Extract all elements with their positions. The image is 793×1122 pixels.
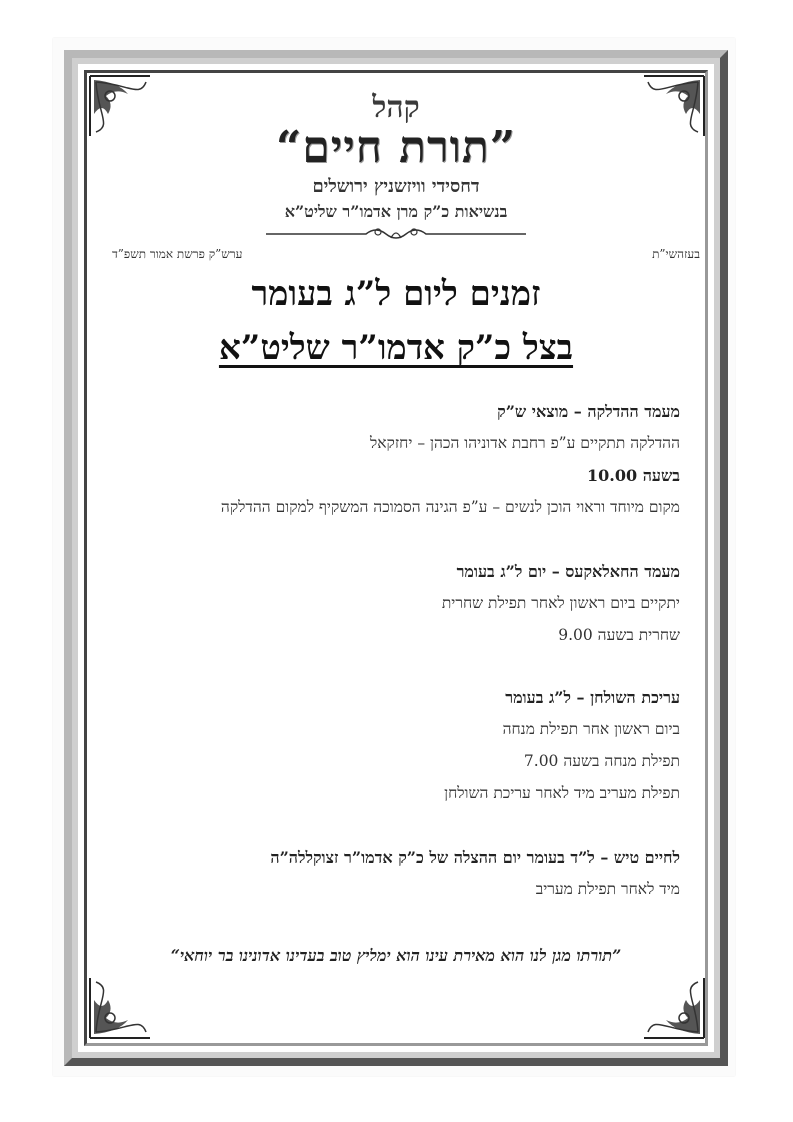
- flourish-divider-icon: [266, 224, 526, 244]
- main-subtitle-text: בצל כ”ק אדמו”ר שליט”א: [218, 328, 574, 368]
- leadership-subtitle: בנשיאות כ”ק מרן אדמו”ר שליט”א: [284, 202, 508, 221]
- section-line: בשעה 10.00: [587, 466, 680, 485]
- section-line: תפילת מנחה בשעה 7.00: [523, 752, 680, 770]
- section-heading: עריכת השולחן – ל”ג בעומר: [505, 688, 680, 707]
- closing-quote: ”תורתו מגן לנו הוא מאירת עינו הוא ימליץ טוב בעדינו אדונינו בר יוחאי“: [170, 946, 622, 965]
- date-label: ערש”ק פרשת אמור תשפ”ד: [112, 247, 243, 261]
- section-line: תפילת מעריב מיד לאחר עריכת השולחן: [444, 784, 680, 802]
- document-content: [100, 76, 700, 1036]
- section-line: שחרית בשעה 9.00: [558, 626, 680, 644]
- section-line: ביום ראשון אחר תפילת מנחה: [502, 720, 680, 738]
- section-heading: מעמד ההדלקה – מוצאי ש”ק: [497, 402, 680, 421]
- section-heading: מעמד החאלאקעס – יום ל”ג בעומר: [456, 562, 680, 581]
- kahal-label: קהל: [372, 90, 420, 125]
- section-heading: לחיים טיש – ל”ד בעומר יום ההצלה של כ”ק אדמו”ר זצוקללה”ה: [270, 848, 680, 867]
- main-subtitle: [100, 328, 692, 368]
- section-line: מקום מיוחד וראוי הוכן לנשים – ע”פ הגינה הסמוכה המשקיף למקום ההדלקה: [220, 498, 680, 516]
- section-line: ההדלקה תתקיים ע”פ רחבת אדוניהו הכהן – יחזקאל: [370, 434, 680, 452]
- bezh-label: בעזהשי”ת: [652, 247, 700, 261]
- main-title: זמנים ליום ל”ג בעומר: [251, 274, 541, 314]
- congregation-subtitle: דחסידי וויזשניץ ירושלים: [312, 176, 480, 197]
- section-line: מיד לאחר תפילת מעריב: [535, 880, 680, 898]
- congregation-name: ”תורת חיים“: [275, 122, 517, 173]
- section-line: יתקיים ביום ראשון לאחר תפילת שחרית: [441, 594, 680, 612]
